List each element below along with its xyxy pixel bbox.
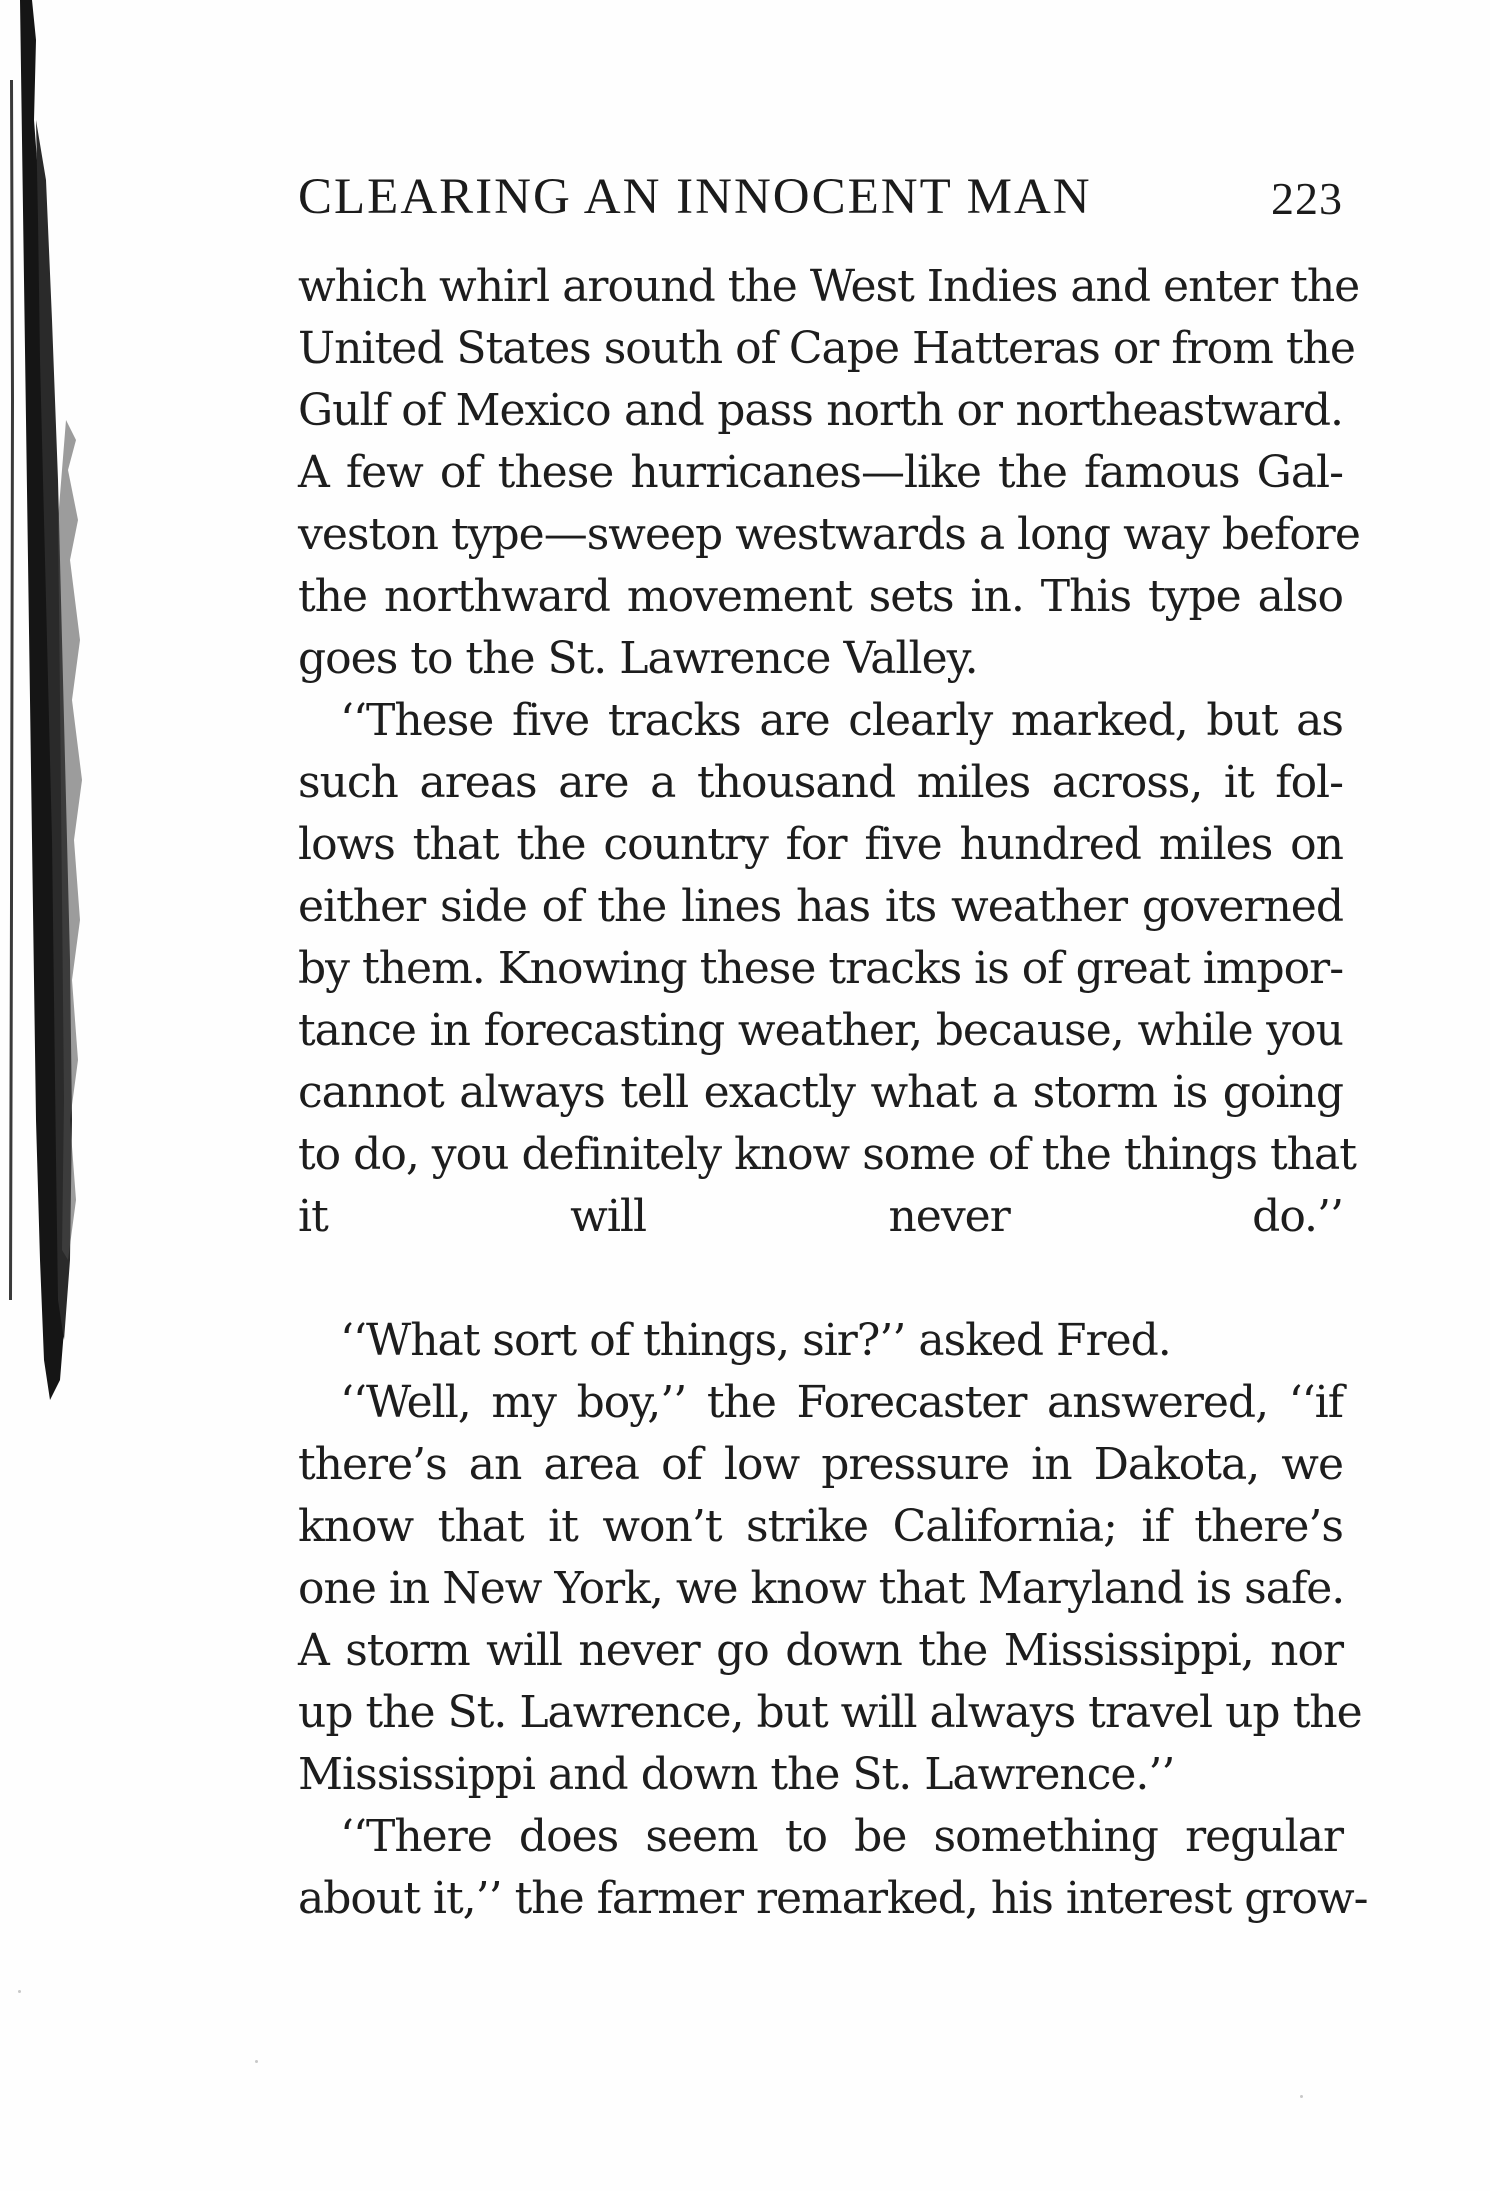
text-line: by them. Knowing these tracks is of great impor-: [298, 943, 1344, 994]
text-line: lows that the country for five hundred miles on: [298, 819, 1343, 870]
body-text: [298, 256, 1368, 1930]
text-line: know that it won’t strike California; if there’s: [298, 1501, 1343, 1552]
text-line: the northward movement sets in. This type also: [298, 571, 1343, 622]
text-line: ‘‘What sort of things, sir?’’ asked Fred.: [340, 1315, 1171, 1366]
paragraph: [298, 1310, 1343, 1372]
scan-speck: [1300, 2095, 1303, 2098]
running-head: [298, 168, 1343, 238]
text-line: ‘‘Well, my boy,’’ the Forecaster answered, ‘‘if: [340, 1377, 1343, 1428]
scan-speck: [255, 2060, 258, 2063]
text-line: one in New York, we know that Maryland is safe.: [298, 1563, 1345, 1614]
paragraph: [298, 1372, 1362, 1806]
page-number: 223: [1271, 173, 1343, 224]
text-line: United States south of Cape Hatteras or from the: [298, 323, 1355, 374]
text-line: ‘‘There does seem to be something regular: [340, 1811, 1343, 1862]
text-line: [298, 1248, 1343, 1310]
paragraph: [298, 1806, 1368, 1930]
text-line: A storm will never go down the Mississippi, nor: [298, 1625, 1343, 1676]
text-line: A few of these hurricanes—like the famous Gal-: [298, 447, 1343, 498]
text-line: up the St. Lawrence, but will always travel up the: [298, 1687, 1362, 1738]
text-line: there’s an area of low pressure in Dakota, we: [298, 1439, 1343, 1490]
binding-edge: [0, 0, 110, 2191]
paragraph: [298, 690, 1356, 1310]
text-line: Mississippi and down the St. Lawrence.’’: [298, 1749, 1175, 1800]
text-line: goes to the St. Lawrence Valley.: [298, 633, 978, 684]
text-line: cannot always tell exactly what a storm is going: [298, 1067, 1343, 1118]
text-line: tance in forecasting weather, because, while you: [298, 1005, 1343, 1056]
text-line: either side of the lines has its weather governed: [298, 881, 1343, 932]
scan-speck: [18, 1990, 21, 1993]
chapter-title: CLEARING AN INNOCENT MAN: [298, 169, 1092, 225]
binding-line: [9, 80, 14, 1300]
paragraph: [298, 256, 1360, 690]
text-line: which whirl around the West Indies and enter the: [298, 261, 1360, 312]
text-line: it will never do.’’: [298, 1191, 1343, 1242]
text-line: veston type—sweep westwards a long way before: [298, 509, 1360, 560]
text-line: such areas are a thousand miles across, it fol-: [298, 757, 1343, 808]
text-line: Gulf of Mexico and pass north or northeastward.: [298, 385, 1343, 436]
text-line: about it,’’ the farmer remarked, his interest grow-: [298, 1873, 1368, 1924]
text-line: ‘‘These five tracks are clearly marked, but as: [340, 695, 1343, 746]
text-line: to do, you definitely know some of the things that: [298, 1129, 1356, 1180]
